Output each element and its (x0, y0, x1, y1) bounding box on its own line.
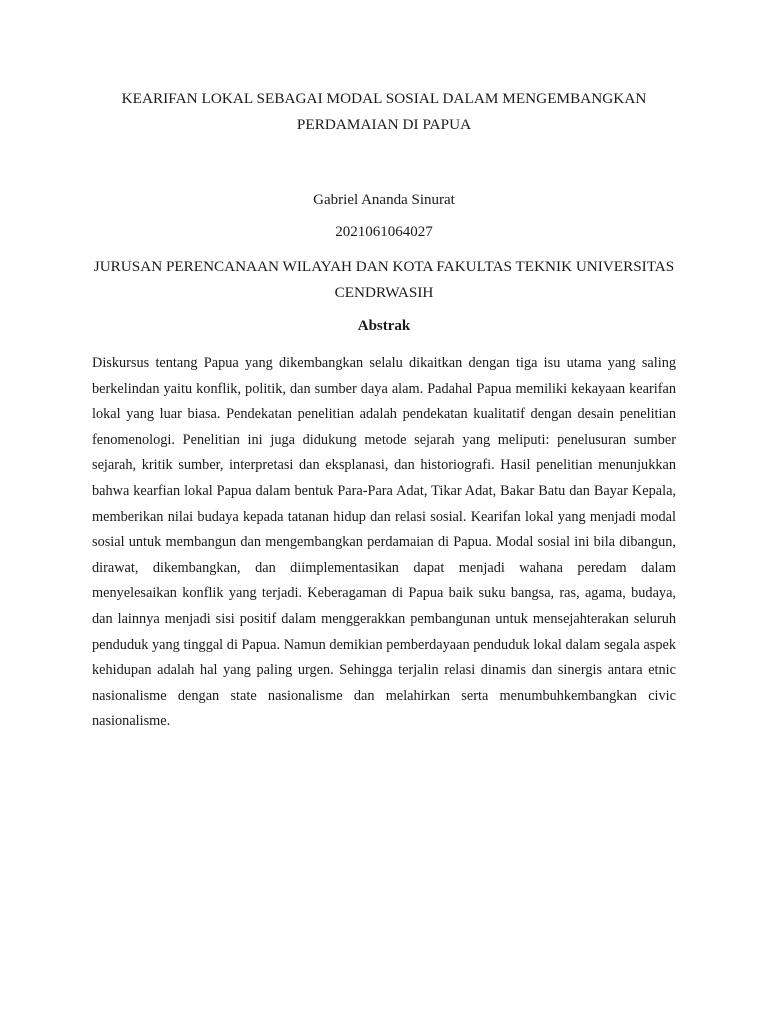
author-name: Gabriel Ananda Sinurat (313, 192, 455, 208)
affiliation: JURUSAN PERENCANAAN WILAYAH DAN KOTA FAKULTAS TEKNIK UNIVERSITAS CENDRWASIH (93, 258, 675, 301)
abstract-body: Diskursus tentang Papua yang dikembangkan selalu dikaitkan dengan tiga isu utama yang saling berkelindan yaitu konflik, politik, dan sumber daya alam. Padahal Papua memiliki kekayaan kearifan lokal yang luar biasa. Pendekatan penelitian adalah pendekatan kualitatif dengan desain penelitian fenomenologi. Penelitian ini juga didukung metode sejarah yang meliputi: penelusuran sumber sejarah, kritik sumber, interpretasi dan eksplanasi, dan historiografi. Hasil penelitian menunjukkan bahwa kearfian lokal Papua dalam bentuk Para-Para Adat, Tikar Adat, Bakar Batu dan Bayar Kepala, memberikan nilai budaya kepada tatanan hidup dan relasi sosial. Kearifan lokal yang menjadi modal sosial untuk membangun dan mengembangkan perdamaian di Papua. Modal sosial ini bila dibangun, dirawat, dikembangkan, dan diimplementasikan dapat menjadi wahana peredam dalam menyelesaikan konflik yang terjadi. Keberagaman di Papua baik suku bangsa, ras, agama, budaya, dan lainnya menjadi sisi positif dalam menggerakkan pembangunan untuk mensejahterakan seluruh penduduk yang tinggal di Papua. Namun demikian pemberdayaan penduduk lokal dalam segala aspek kehidupan adalah hal yang paling urgen. Sehingga terjalin relasi dinamis dan sinergis antara etnic nasionalisme dengan state nasionalisme dan melahirkan serta menumbuhkembangkan civic nasionalisme. (92, 355, 676, 730)
paper-title: KEARIFAN LOKAL SEBAGAI MODAL SOSIAL DALAM MENGEMBANGKAN PERDAMAIAN DI PAPUA (121, 90, 647, 133)
student-id: 2021061064027 (335, 224, 433, 240)
abstract-heading: Abstrak (357, 318, 411, 334)
